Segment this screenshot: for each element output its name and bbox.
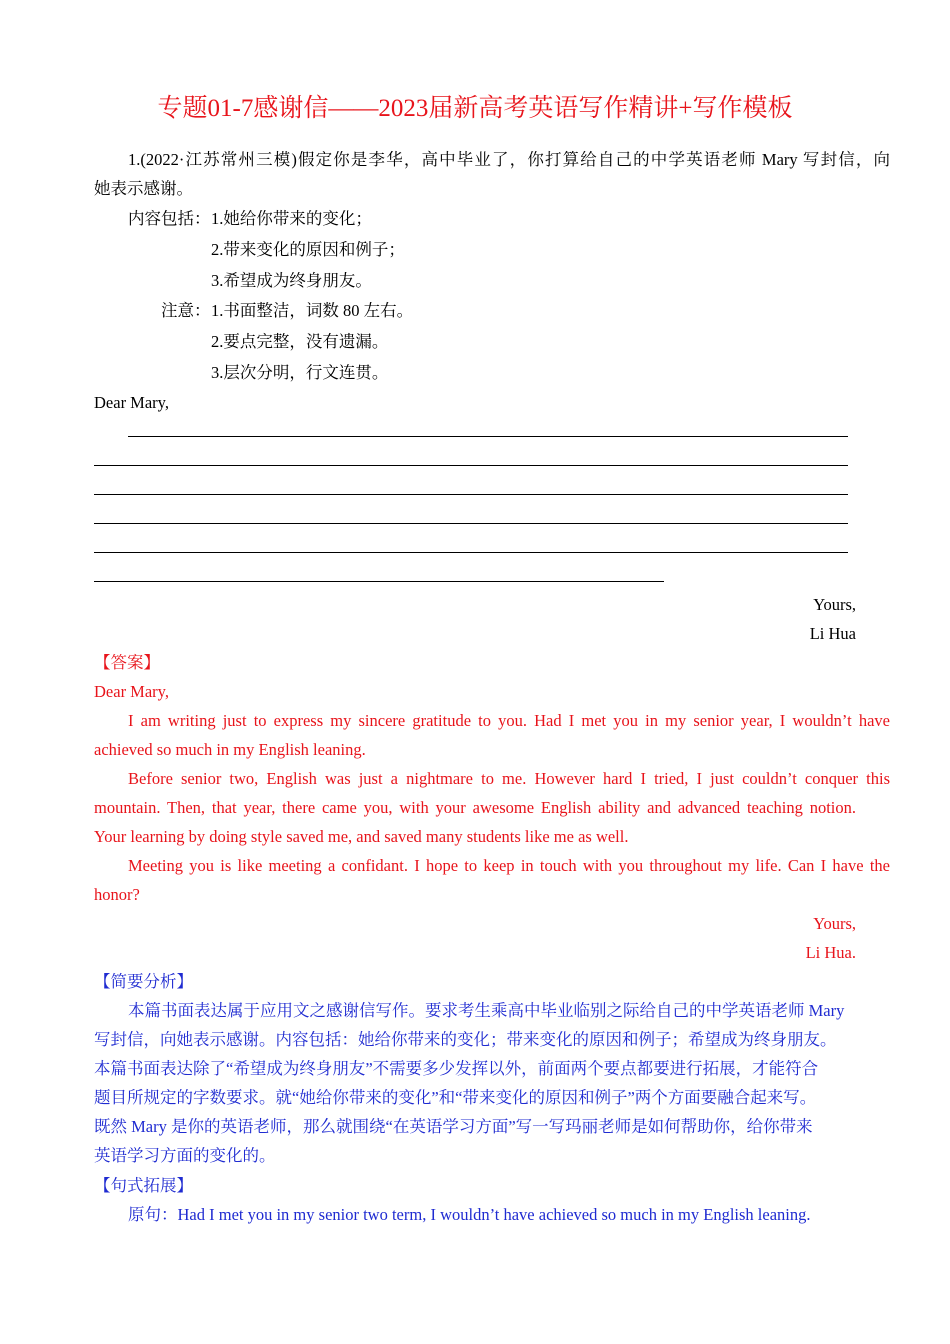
question-prompt-line-1: 1.(2022·江苏常州三模)假定你是李华，高中毕业了，你打算给自己的中学英语老师 Mary 写封信，向 [128, 150, 890, 169]
answer-paragraph-1-line-2: achieved so much in my English leaning. [94, 740, 366, 759]
answer-signature: Li Hua. [805, 943, 856, 962]
notes-item-3: 3.层次分明，行文连贯。 [211, 363, 389, 382]
letter-signature: Li Hua [809, 624, 856, 643]
notes-item-1: 1.书面整洁，词数 80 左右。 [211, 301, 414, 320]
notes-label: 注意： [161, 301, 211, 320]
answer-label: 【答案】 [94, 653, 160, 672]
answer-paragraph-3-line-1: Meeting you is like meeting a confidant. I hope to keep in touch with you throughout my life. Can I have the [128, 856, 890, 875]
analysis-line-6: 英语学习方面的变化的。 [94, 1146, 276, 1165]
letter-closing: Yours, [813, 595, 856, 614]
analysis-line-2: 写封信，向她表示感谢。内容包括：她给你带来的变化；带来变化的原因和例子；希望成为终身朋友。 [94, 1030, 837, 1049]
original-sentence-label: 原句： [128, 1205, 178, 1224]
content-item-3: 3.希望成为终身朋友。 [211, 271, 372, 290]
writing-line [94, 552, 848, 553]
writing-line [94, 523, 848, 524]
analysis-line-5: 既然 Mary 是你的英语老师，那么就围绕“在英语学习方面”写一写玛丽老师是如何帮助你，给你带来 [94, 1117, 813, 1136]
analysis-line-1: 本篇书面表达属于应用文之感谢信写作。要求考生乘高中毕业临别之际给自己的中学英语老师 Mary [128, 1001, 845, 1020]
content-label: 内容包括： [128, 209, 211, 228]
answer-paragraph-3-line-2: honor? [94, 885, 140, 904]
expansion-label: 【句式拓展】 [94, 1176, 193, 1195]
analysis-line-4: 题目所规定的字数要求。就“她给你带来的变化”和“带来变化的原因和例子”两个方面要融合起来写。 [94, 1088, 817, 1107]
answer-paragraph-1-line-1: I am writing just to express my sincere gratitude to you. Had I met you in my senior year, I wouldn’t have [128, 711, 890, 730]
document-title: 专题01-7感谢信——2023届新高考英语写作精讲+写作模板 [157, 95, 793, 122]
content-item-1: 1.她给你带来的变化； [211, 209, 372, 228]
writing-line [128, 436, 848, 437]
question-prompt-line-2: 她表示感谢。 [94, 179, 193, 198]
content-item-2: 2.带来变化的原因和例子； [211, 240, 405, 259]
answer-paragraph-2-line-1: Before senior two, English was just a nightmare to me. However hard I tried, I just couldn’t conquer this [128, 769, 890, 788]
writing-line [94, 494, 848, 495]
notes-item-2: 2.要点完整，没有遗漏。 [211, 332, 389, 351]
answer-paragraph-2-line-2: mountain. Then, that year, there came you, with your awesome English ability and advanced teaching notion. [94, 798, 856, 817]
analysis-line-3: 本篇书面表达除了“希望成为终身朋友”不需要多少发挥以外，前面两个要点都要进行拓展，才能符合 [94, 1059, 819, 1078]
writing-line [94, 581, 664, 582]
writing-line [94, 465, 848, 466]
analysis-label: 【简要分析】 [94, 972, 193, 991]
answer-paragraph-2-line-3: Your learning by doing style saved me, and saved many students like me as well. [94, 827, 629, 846]
letter-salutation: Dear Mary, [94, 393, 169, 412]
answer-salutation: Dear Mary, [94, 682, 169, 701]
answer-closing: Yours, [813, 914, 856, 933]
original-sentence-line [94, 1200, 890, 1229]
original-sentence: Had I met you in my senior two term, I wouldn’t have achieved so much in my English leaning. [177, 1205, 811, 1224]
